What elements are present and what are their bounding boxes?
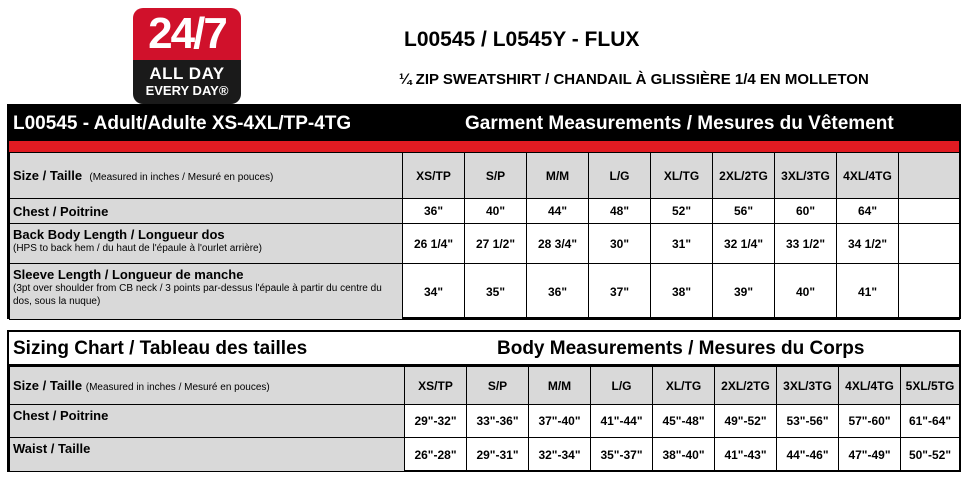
- table-cell: 27 1/2": [465, 224, 527, 264]
- logo-24-7: 24/7: [133, 8, 241, 60]
- table-cell: 32 1/4": [713, 224, 775, 264]
- table-cell: 32"-34": [529, 438, 591, 472]
- size-header: 4XL/4TG: [839, 367, 901, 405]
- size-label-cell: [10, 367, 405, 405]
- table-cell: 53"-56": [777, 405, 839, 438]
- table-cell: 26"-28": [405, 438, 467, 472]
- size-header: S/P: [465, 153, 527, 199]
- table-cell: 29"-32": [405, 405, 467, 438]
- size-header: 2XL/2TG: [715, 367, 777, 405]
- size-header: 5XL/5TG: [901, 367, 960, 405]
- size-header: M/M: [527, 153, 589, 199]
- row-label: Chest / Poitrine: [10, 405, 405, 438]
- size-header: 2XL/2TG: [713, 153, 775, 199]
- row-label: Sleeve Length / Longueur de manche: [13, 267, 244, 282]
- logo-tagline-line2: EVERY DAY®: [145, 83, 229, 98]
- table-cell: 52": [651, 199, 713, 224]
- blank-cell: [899, 153, 960, 199]
- table-cell: 26 1/4": [403, 224, 465, 264]
- garment-measurements-table: [7, 104, 961, 319]
- table-cell: 44": [527, 199, 589, 224]
- size-header: L/G: [591, 367, 653, 405]
- row-label-cell: [10, 264, 403, 320]
- sizing-grid: [9, 366, 960, 472]
- table-cell: 36": [403, 199, 465, 224]
- sizing-chart-table: [7, 330, 961, 472]
- size-header: XS/TP: [403, 153, 465, 199]
- row-note: (3pt over shoulder from CB neck / 3 points par-dessus l'épaule à partir du centre du dos, sous la nuque): [13, 283, 382, 307]
- blank-cell: [899, 224, 960, 264]
- table-cell: 30": [589, 224, 651, 264]
- table-cell: 44"-46": [777, 438, 839, 472]
- garment-grid: [9, 152, 960, 320]
- table-cell: 40": [465, 199, 527, 224]
- table-cell: 37": [589, 264, 651, 320]
- table-row: [10, 405, 960, 438]
- row-label: Chest / Poitrine: [10, 199, 403, 224]
- table-cell: 38"-40": [653, 438, 715, 472]
- table-cell: 41"-44": [591, 405, 653, 438]
- sizing-header-left: Sizing Chart / Tableau des tailles: [13, 338, 308, 359]
- table-cell: 57"-60": [839, 405, 901, 438]
- size-header: 4XL/4TG: [837, 153, 899, 199]
- size-header: L/G: [589, 153, 651, 199]
- table-cell: 41": [837, 264, 899, 320]
- table-row: [10, 199, 960, 224]
- garment-size-row: [10, 153, 960, 199]
- table-cell: 35"-37": [591, 438, 653, 472]
- size-note: (Measured in inches / Mesuré en pouces): [89, 172, 274, 183]
- row-label-cell: [10, 224, 403, 264]
- size-header: XL/TG: [651, 153, 713, 199]
- red-divider-bar: [9, 141, 959, 152]
- table-row: [10, 438, 960, 472]
- product-subtitle: ¼ ZIP SWEATSHIRT / CHANDAIL À GLISSIÈRE 1/4 EN MOLLETON: [399, 71, 869, 88]
- table-cell: 37"-40": [529, 405, 591, 438]
- product-title: L00545 / L0545Y - FLUX: [404, 28, 640, 51]
- table-row: [10, 264, 960, 320]
- garment-table-header: [9, 106, 959, 141]
- size-label: Size / Taille: [13, 168, 83, 183]
- size-note: (Measured in inches / Mesuré en pouces): [85, 382, 270, 393]
- table-cell: 34": [403, 264, 465, 320]
- table-cell: 64": [837, 199, 899, 224]
- table-row: [10, 224, 960, 264]
- garment-header-right: Garment Measurements / Mesures du Vêtement: [465, 113, 894, 134]
- table-cell: 60": [775, 199, 837, 224]
- table-cell: 28 3/4": [527, 224, 589, 264]
- sizing-table-header: [9, 332, 959, 366]
- table-cell: 31": [651, 224, 713, 264]
- table-cell: 49"-52": [715, 405, 777, 438]
- size-label-cell: [10, 153, 403, 199]
- logo-tagline-line1: ALL DAY: [149, 64, 225, 83]
- table-cell: 34 1/2": [837, 224, 899, 264]
- table-cell: 33"-36": [467, 405, 529, 438]
- table-cell: 50"-52": [901, 438, 960, 472]
- brand-logo: [133, 8, 241, 104]
- table-cell: 38": [651, 264, 713, 320]
- table-cell: 29"-31": [467, 438, 529, 472]
- size-label: Size / Taille: [13, 378, 83, 393]
- blank-cell: [899, 199, 960, 224]
- table-cell: 33 1/2": [775, 224, 837, 264]
- size-header: S/P: [467, 367, 529, 405]
- row-label: Waist / Taille: [10, 438, 405, 472]
- row-label: Back Body Length / Longueur dos: [13, 227, 225, 242]
- table-cell: 48": [589, 199, 651, 224]
- size-header: 3XL/3TG: [777, 367, 839, 405]
- logo-tagline: [133, 60, 241, 104]
- size-header: 3XL/3TG: [775, 153, 837, 199]
- table-cell: 40": [775, 264, 837, 320]
- table-cell: 45"-48": [653, 405, 715, 438]
- blank-cell: [899, 264, 960, 320]
- size-header: XL/TG: [653, 367, 715, 405]
- garment-header-left: L00545 - Adult/Adulte XS-4XL/TP-4TG: [13, 113, 352, 134]
- sizing-header-right: Body Measurements / Mesures du Corps: [497, 338, 865, 359]
- table-cell: 56": [713, 199, 775, 224]
- table-cell: 39": [713, 264, 775, 320]
- table-cell: 61"-64": [901, 405, 960, 438]
- sizing-size-row: [10, 367, 960, 405]
- row-note: (HPS to back hem / du haut de l'épaule à l'ourlet arrière): [13, 243, 262, 254]
- table-cell: 41"-43": [715, 438, 777, 472]
- size-header: XS/TP: [405, 367, 467, 405]
- table-cell: 35": [465, 264, 527, 320]
- table-cell: 47"-49": [839, 438, 901, 472]
- table-cell: 36": [527, 264, 589, 320]
- size-header: M/M: [529, 367, 591, 405]
